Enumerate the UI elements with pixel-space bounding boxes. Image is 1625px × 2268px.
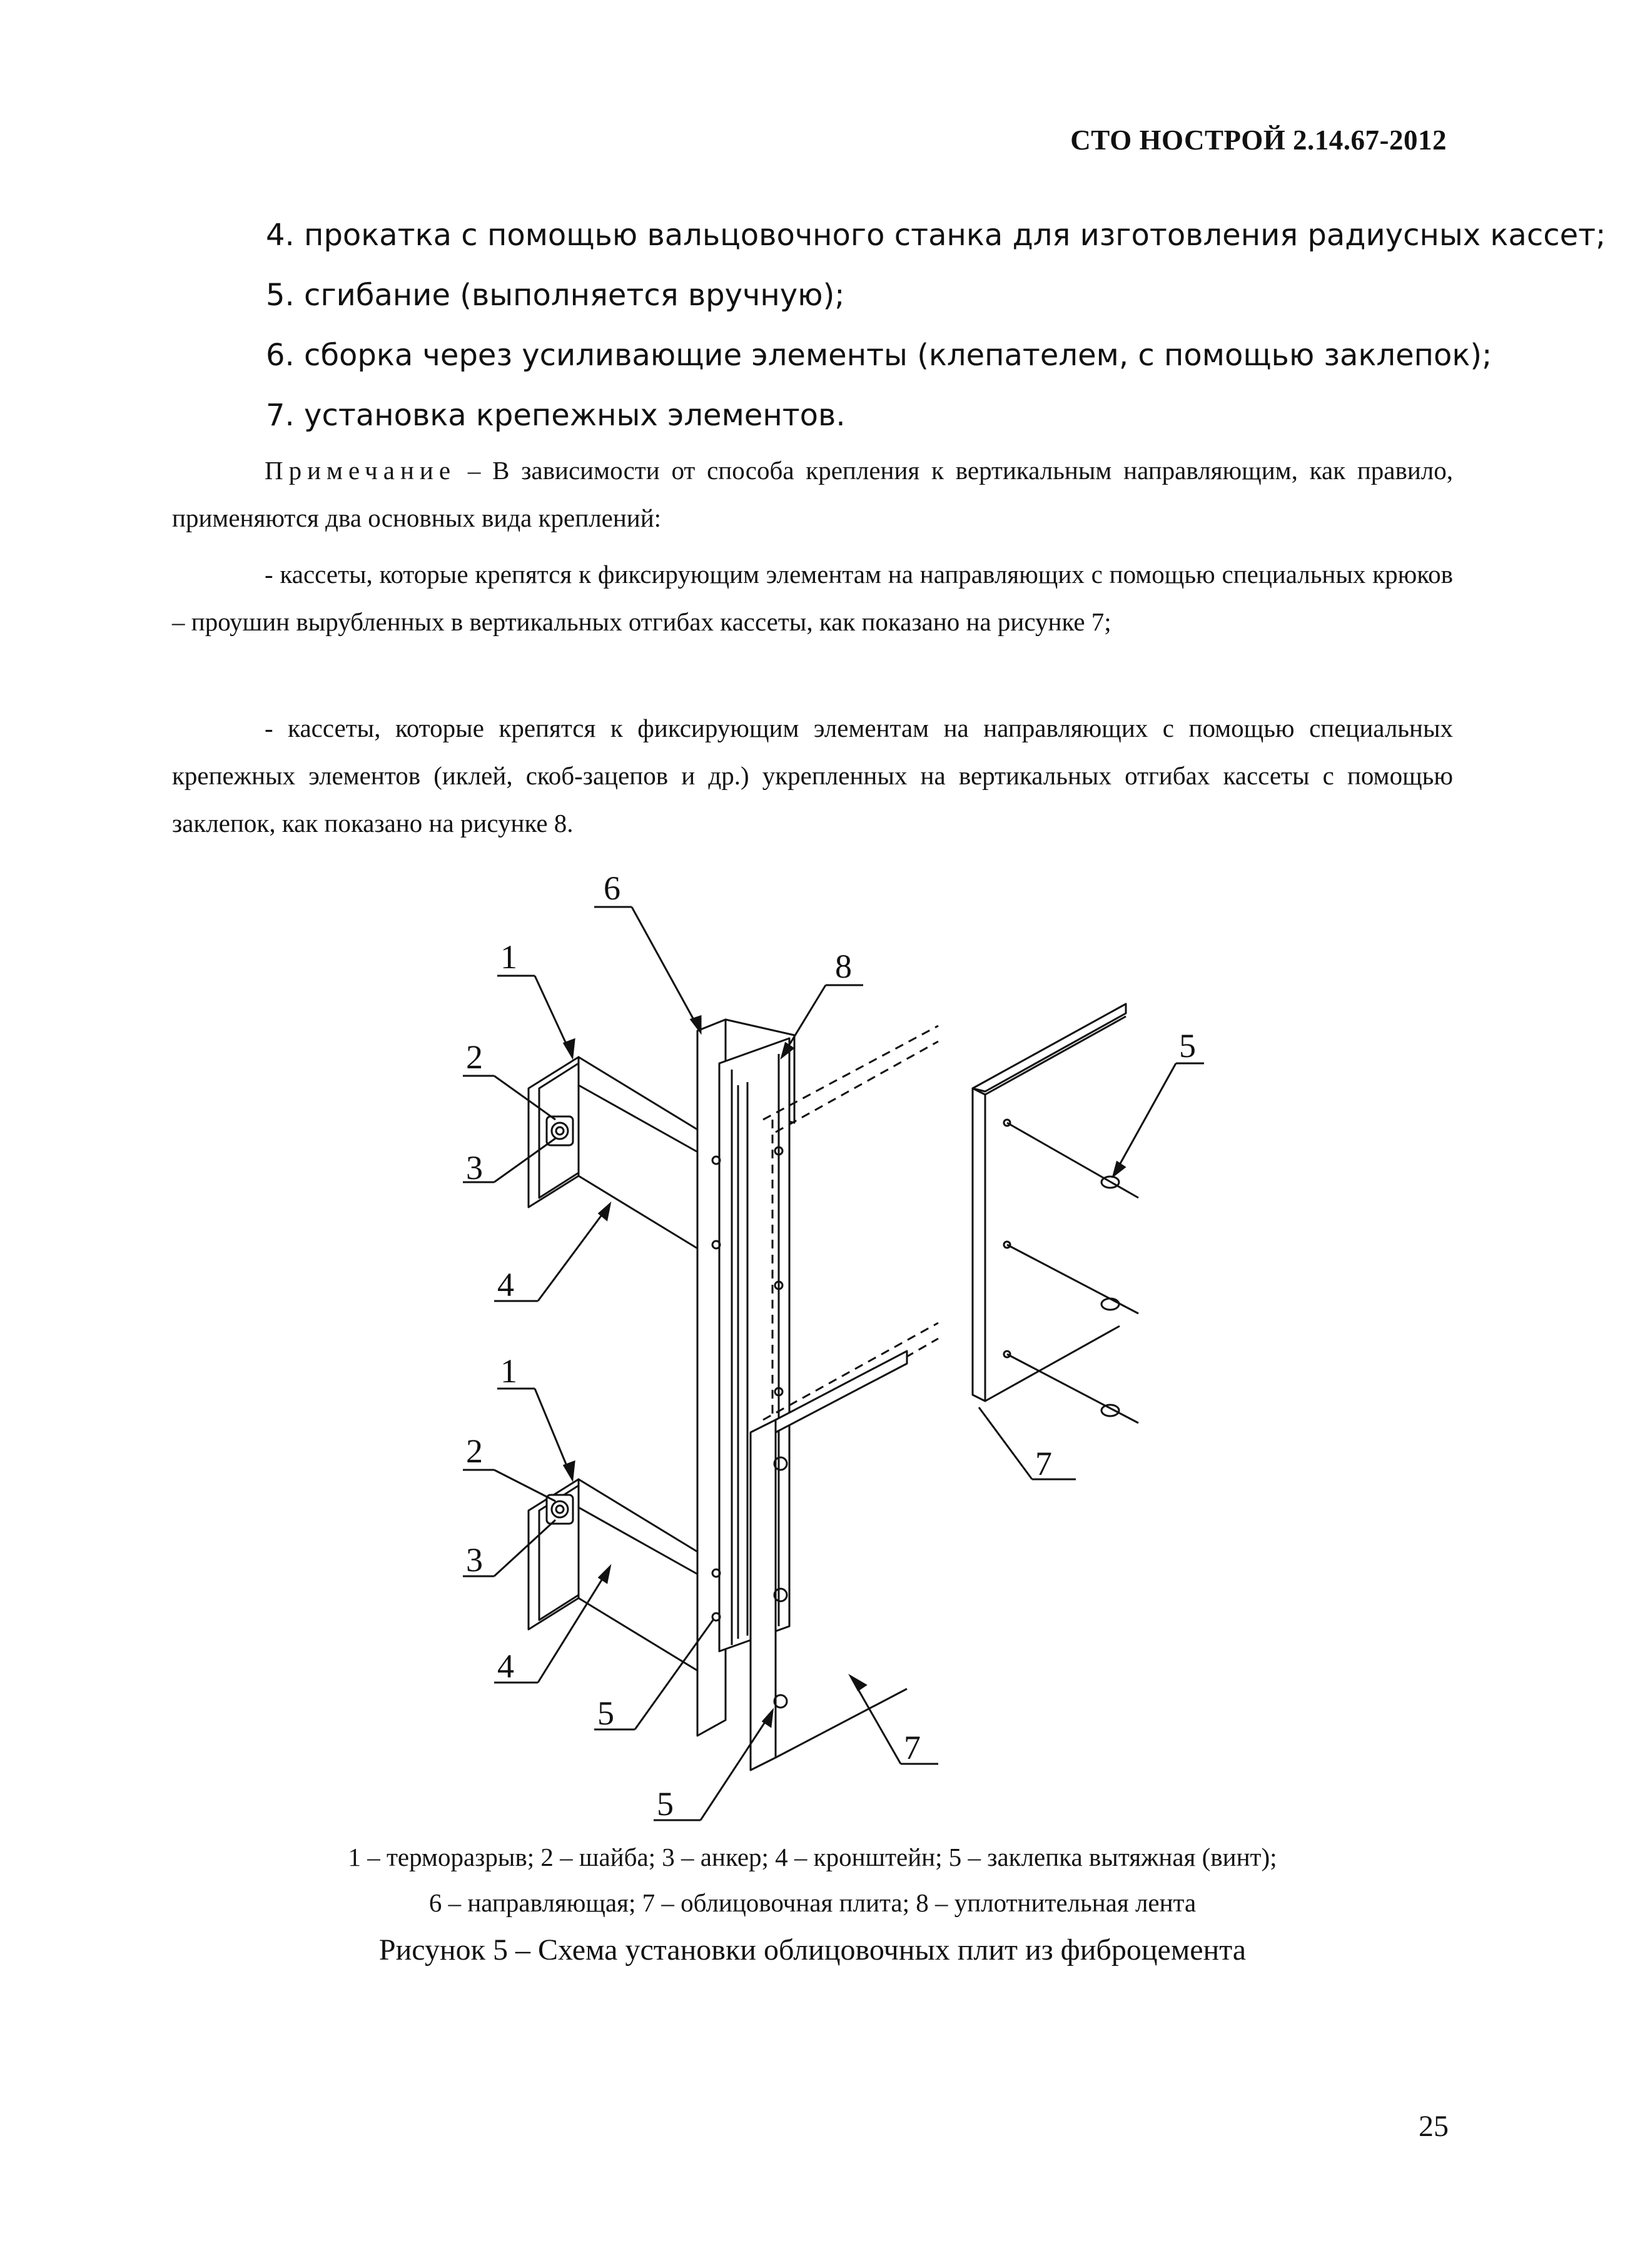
document-code: СТО НОСТРОЙ 2.14.67-2012 bbox=[1070, 124, 1447, 156]
note-bullet-1: - кассеты, которые крепятся к фиксирующим элементам на направляющих с помощью специальных крюков – проушин вырубленных в вертикальных отгибах кассеты, как показано на рисунке 7; bbox=[172, 560, 1453, 636]
callout-6-guide: 6 bbox=[604, 869, 620, 907]
callout-5-panel: 5 bbox=[657, 1785, 674, 1823]
callout-4-upper: 4 bbox=[497, 1266, 514, 1304]
callout-1-lower: 1 bbox=[500, 1352, 517, 1390]
callout-7-lower-panel: 7 bbox=[904, 1729, 921, 1766]
page-number: 25 bbox=[1419, 2110, 1449, 2143]
note-label: Примечание bbox=[265, 456, 457, 485]
callout-7-right-panel: 7 bbox=[1035, 1445, 1052, 1482]
figure-caption: Рисунок 5 – Схема установки облицовочных плит из фиброцемента bbox=[378, 1933, 1247, 1967]
figure-legend-line-1: 1 – терморазрыв; 2 – шайба; 3 – анкер; 4 – кронштейн; 5 – заклепка вытяжная (винт); bbox=[348, 1843, 1277, 1871]
callout-2-lower: 2 bbox=[466, 1432, 483, 1470]
step-6: 6. сборка через усиливающие элементы (клепателем, с помощью заклепок); bbox=[266, 338, 1492, 373]
callout-3-lower: 3 bbox=[466, 1541, 483, 1579]
note-bullet-2: - кассеты, которые крепятся к фиксирующим элементам на направляющих с помощью специальных крепежных элементов (иклей, скоб-зацепов и др.) укрепленных на вертикальных отгибах кассеты с помощью заклепок, как показано на рисунке 8. bbox=[172, 714, 1453, 838]
callout-4-lower: 4 bbox=[497, 1648, 514, 1685]
callout-3-upper: 3 bbox=[466, 1149, 483, 1187]
callout-2-upper: 2 bbox=[466, 1038, 483, 1076]
callout-5-rail: 5 bbox=[597, 1694, 614, 1732]
callout-8-tape: 8 bbox=[835, 948, 852, 985]
callout-1-upper: 1 bbox=[500, 938, 517, 976]
step-4: 4. прокатка с помощью вальцовочного станка для изготовления радиусных кассет; bbox=[266, 218, 1606, 253]
callout-5-screw: 5 bbox=[1179, 1027, 1196, 1065]
note-text: – В зависимости от способа крепления к вертикальным направляющим, как правило, применяются два основных вида креплений: bbox=[172, 456, 1453, 532]
figure-legend-line-2: 6 – направляющая; 7 – облицовочная плита; 8 – уплотнительная лента bbox=[428, 1888, 1197, 1917]
step-5: 5. сгибание (выполняется вручную); bbox=[266, 278, 845, 313]
step-7: 7. установка крепежных элементов. bbox=[266, 398, 846, 433]
